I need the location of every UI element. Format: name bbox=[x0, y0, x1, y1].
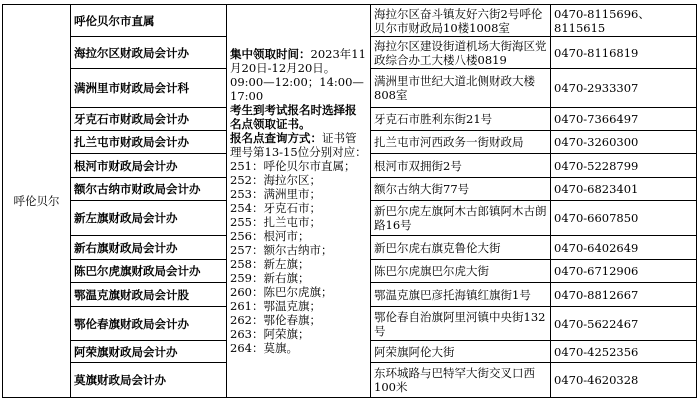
code-item: 253：满洲里市； bbox=[230, 187, 321, 201]
office-address: 鄂温克旗巴彦托海镇红旗街1号 bbox=[371, 283, 551, 307]
code-item: 252：海拉尔区； bbox=[230, 173, 321, 187]
office-phone: 0470-6607850 bbox=[551, 201, 697, 236]
office-phone: 0470-7366497 bbox=[551, 108, 697, 131]
office-address: 新巴尔虎右旗克鲁伦大街 bbox=[371, 236, 551, 260]
office-phone: 0470-4620328 bbox=[551, 363, 697, 398]
office-address: 新巴尔虎左旗阿木古郎镇阿木古朗路16号 bbox=[371, 201, 551, 236]
query-method-value: 证书管理号第13-15位分别对应： bbox=[230, 131, 367, 159]
code-item: 251：呼伦贝尔市直属； bbox=[230, 159, 356, 173]
code-item: 263：阿荣旗； bbox=[230, 327, 310, 341]
office-address: 扎兰屯市河西政务一街财政局 bbox=[371, 131, 551, 154]
office-address: 东环城路与巴特罕大街交叉口西100米 bbox=[371, 363, 551, 398]
office-address: 额尔古纳大街77号 bbox=[371, 178, 551, 201]
office-name: 扎兰屯市财政局会计办 bbox=[71, 131, 227, 154]
office-phone: 0470-5622467 bbox=[551, 307, 697, 341]
office-name: 呼伦贝尔市直属 bbox=[71, 5, 227, 37]
office-address: 海拉尔区奋斗镇友好六街2号呼伦贝尔市财政局10楼1008室 bbox=[371, 5, 551, 37]
office-name: 鄂温克旗财政局会计股 bbox=[71, 283, 227, 307]
office-phone: 0470-5228799 bbox=[551, 154, 697, 178]
code-item: 255：扎兰屯市； bbox=[230, 215, 321, 229]
office-name: 额尔古纳市财政局会计办 bbox=[71, 178, 227, 201]
code-item: 262：鄂伦春旗； bbox=[230, 313, 321, 327]
code-item: 259：新右旗； bbox=[230, 271, 310, 285]
code-item: 256：根河市； bbox=[230, 229, 310, 243]
office-address: 陈巴尔虎旗巴尔虎大街 bbox=[371, 260, 551, 283]
code-item: 257：额尔古纳市； bbox=[230, 243, 333, 257]
office-name: 根河市财政局会计办 bbox=[71, 154, 227, 178]
certificate-pickup-table bbox=[2, 4, 697, 398]
pickup-instruction: 考生到考试报名时选择报名点领取证书。 bbox=[230, 103, 357, 131]
query-method-label: 报名点查询方式： bbox=[230, 131, 322, 145]
pickup-notice bbox=[227, 5, 371, 398]
office-name: 满洲里市财政局会计科 bbox=[71, 69, 227, 108]
table-row bbox=[3, 5, 697, 37]
office-name: 新右旗财政局会计办 bbox=[71, 236, 227, 260]
code-item: 258：新左旗； bbox=[230, 257, 310, 271]
office-phone: 0470-8812667 bbox=[551, 283, 697, 307]
office-name: 莫旗财政局会计办 bbox=[71, 363, 227, 398]
office-phone: 0470-6402649 bbox=[551, 236, 697, 260]
office-name: 牙克石市财政局会计办 bbox=[71, 108, 227, 131]
code-item: 261：鄂温克旗； bbox=[230, 299, 321, 313]
office-address: 鄂伦春自治旗阿里河镇中央街132号 bbox=[371, 307, 551, 341]
office-phone: 0470-3260300 bbox=[551, 131, 697, 154]
office-phone: 0470-6823401 bbox=[551, 178, 697, 201]
office-address: 牙克石市胜利东街21号 bbox=[371, 108, 551, 131]
office-name: 鄂伦春旗财政局会计办 bbox=[71, 307, 227, 341]
office-phone: 0470-8115696、8115615 bbox=[551, 5, 697, 37]
office-phone: 0470-6712906 bbox=[551, 260, 697, 283]
office-address: 根河市双拥街2号 bbox=[371, 154, 551, 178]
office-name: 阿荣旗财政局会计办 bbox=[71, 341, 227, 363]
office-address: 满洲里市世纪大道北侧财政大楼808室 bbox=[371, 69, 551, 108]
region-cell: 呼伦贝尔 bbox=[3, 5, 71, 398]
office-name: 海拉尔区财政局会计办 bbox=[71, 37, 227, 69]
office-address: 海拉尔区建设街道机场大街海区党政综合办工大楼八楼0819 bbox=[371, 37, 551, 69]
pickup-time-label: 集中领取时间： bbox=[230, 47, 311, 61]
code-item: 254：牙克石市； bbox=[230, 201, 321, 215]
office-name: 新左旗财政局会计办 bbox=[71, 201, 227, 236]
office-phone: 0470-8116819 bbox=[551, 37, 697, 69]
office-name: 陈巴尔虎旗财政局会计办 bbox=[71, 260, 227, 283]
office-phone: 0470-2933307 bbox=[551, 69, 697, 108]
code-item: 260：陈巴尔虎旗； bbox=[230, 285, 333, 299]
code-item: 264：莫旗。 bbox=[230, 341, 298, 355]
pickup-time-value: 2023年11月20日-12月20日。09:00—12:00；14:00—17:00 bbox=[230, 47, 366, 103]
office-phone: 0470-4252356 bbox=[551, 341, 697, 363]
office-address: 阿荣旗阿伦大街 bbox=[371, 341, 551, 363]
